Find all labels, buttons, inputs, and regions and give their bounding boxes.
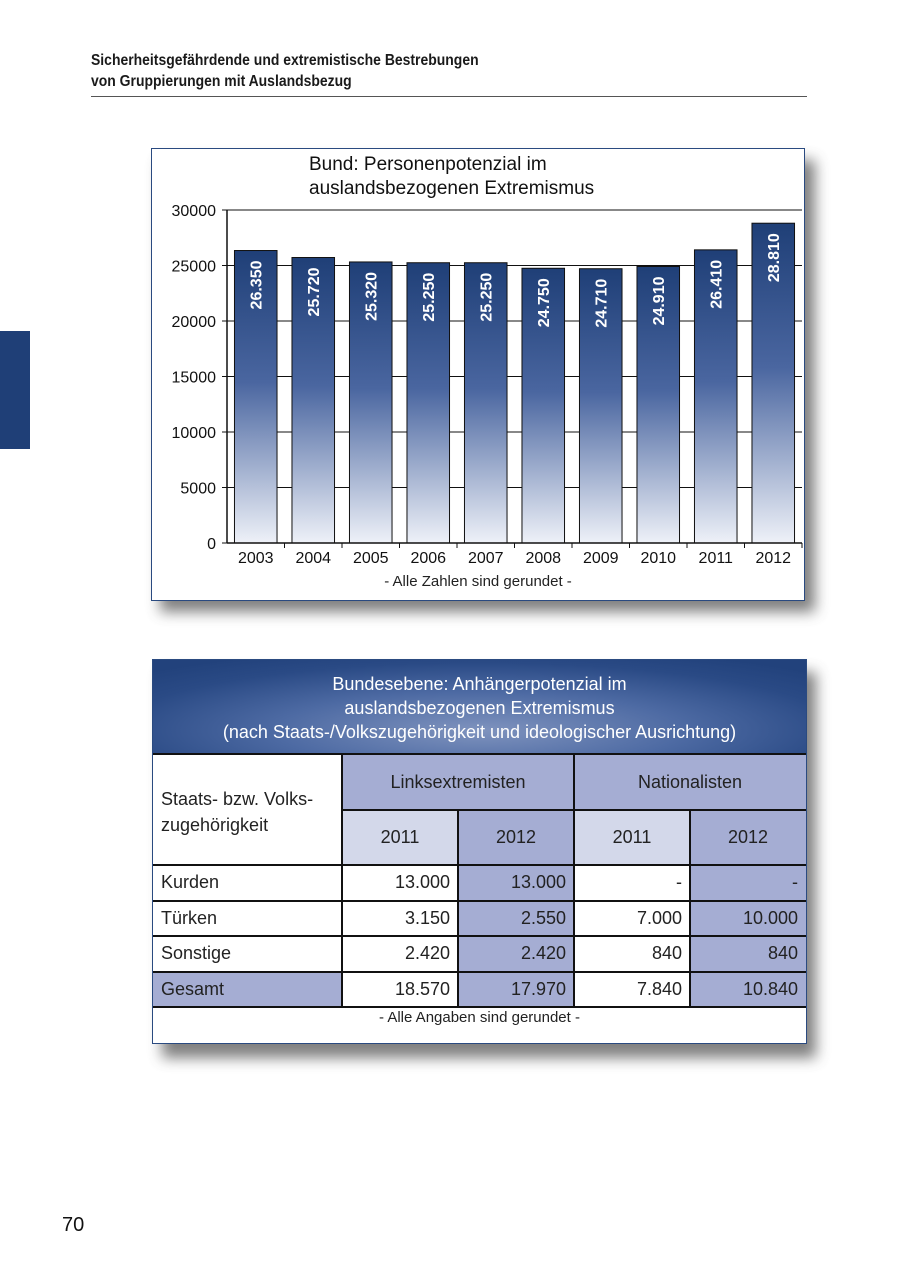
x-tick-label: 2005 xyxy=(352,550,389,567)
table-cell: 17.970 xyxy=(458,972,574,1008)
row-label: Sonstige xyxy=(153,936,342,972)
chart-footnote: - Alle Zahlen sind gerundet - xyxy=(384,573,572,590)
table-grid-line xyxy=(153,753,806,755)
x-tick-label: 2012 xyxy=(755,550,792,567)
y-tick-label: 20000 xyxy=(171,314,216,331)
bar-value-label: 25.250 xyxy=(421,272,439,322)
x-tick-label: 2009 xyxy=(582,550,619,567)
row-label: Türken xyxy=(153,901,342,937)
table-grid-line xyxy=(341,754,343,1007)
y-tick-label: 15000 xyxy=(171,369,216,387)
table-grid-line xyxy=(153,1006,806,1008)
bar-value-label: 24.710 xyxy=(593,278,611,328)
table-grid-line xyxy=(573,754,575,1007)
table-cell: 840 xyxy=(574,936,690,972)
y-tick-label: 5000 xyxy=(180,480,216,498)
bar-value-label: 26.410 xyxy=(708,259,726,309)
table-grid-line xyxy=(457,810,459,1007)
page-header xyxy=(91,50,735,92)
year-header: 2011 xyxy=(342,810,458,865)
table-cell: 2.420 xyxy=(458,936,574,972)
row-header-line-1: Staats- bzw. Volks- xyxy=(161,789,314,809)
supporter-table xyxy=(152,659,807,1044)
y-tick-label: 0 xyxy=(207,536,216,553)
bar-chart-panel xyxy=(151,148,805,601)
x-tick-label: 2008 xyxy=(525,550,562,567)
bar-value-label: 26.350 xyxy=(248,260,266,310)
group-header-nationalists: Nationalisten xyxy=(574,754,806,810)
bar-chart xyxy=(152,149,804,600)
x-tick-label: 2011 xyxy=(698,550,733,567)
table-cell: 18.570 xyxy=(342,972,458,1008)
y-tick-label: 10000 xyxy=(171,425,216,442)
year-header: 2012 xyxy=(458,810,574,865)
table-cell: - xyxy=(690,865,806,901)
table-cell: 2.420 xyxy=(342,936,458,972)
chart-title-line-1: Bund: Personenpotenzial im xyxy=(309,154,547,175)
year-header: 2012 xyxy=(690,810,806,865)
table-cell: 13.000 xyxy=(458,865,574,901)
table-cell: 13.000 xyxy=(342,865,458,901)
x-tick-label: 2010 xyxy=(640,550,677,567)
table-grid-line xyxy=(153,900,806,902)
table-grid-line xyxy=(153,864,806,866)
table-cell: - xyxy=(574,865,690,901)
year-header: 2011 xyxy=(574,810,690,865)
table-cell: 3.150 xyxy=(342,901,458,937)
bar-value-label: 25.320 xyxy=(363,271,381,321)
header-line-2: von Gruppierungen mit Auslandsbezug xyxy=(91,73,352,90)
header-line-1: Sicherheitsgefährdende und extremistische Bestrebungen xyxy=(91,52,479,69)
bar-value-label: 24.910 xyxy=(651,276,669,326)
table-grid-line xyxy=(153,971,806,973)
table-grid-line xyxy=(689,810,691,1007)
bar-value-label: 25.250 xyxy=(478,272,496,322)
bar-value-label: 24.750 xyxy=(536,278,554,328)
x-tick-label: 2007 xyxy=(467,550,504,567)
table-cell: 840 xyxy=(690,936,806,972)
x-tick-label: 2003 xyxy=(237,550,274,567)
header-rule xyxy=(91,96,807,97)
x-tick-label: 2004 xyxy=(295,550,332,567)
table-cell: 10.000 xyxy=(690,901,806,937)
chart-title-line-2: auslandsbezogenen Extremismus xyxy=(309,178,595,199)
row-label: Gesamt xyxy=(153,972,342,1008)
table-title-line-3: (nach Staats-/Volkszugehörigkeit und ideologischer Ausrichtung) xyxy=(222,722,737,742)
row-label: Kurden xyxy=(153,865,342,901)
y-tick-label: 30000 xyxy=(171,203,216,220)
table-cell: 7.000 xyxy=(574,901,690,937)
row-header-line-2: zugehörigkeit xyxy=(161,815,269,835)
table-title-line-2: auslandsbezogenen Extremismus xyxy=(344,698,615,718)
x-tick-label: 2006 xyxy=(410,550,447,567)
table-title xyxy=(153,660,806,754)
table-cell: 2.550 xyxy=(458,901,574,937)
page-number: 70 xyxy=(62,1214,85,1236)
table-footnote: - Alle Angaben sind gerundet - xyxy=(379,1009,580,1026)
y-tick-label: 25000 xyxy=(171,258,216,276)
bar-value-label: 28.810 xyxy=(766,233,784,283)
table-grid-line xyxy=(153,935,806,937)
group-header-left-extremists: Linksextremisten xyxy=(342,754,574,810)
bar-value-label: 25.720 xyxy=(306,267,324,317)
table-title-line-1: Bundesebene: Anhängerpotenzial im xyxy=(332,674,627,694)
row-header-cell xyxy=(153,754,342,865)
table-cell: 7.840 xyxy=(574,972,690,1008)
chapter-tab-marker xyxy=(0,331,30,449)
table-cell: 10.840 xyxy=(690,972,806,1008)
